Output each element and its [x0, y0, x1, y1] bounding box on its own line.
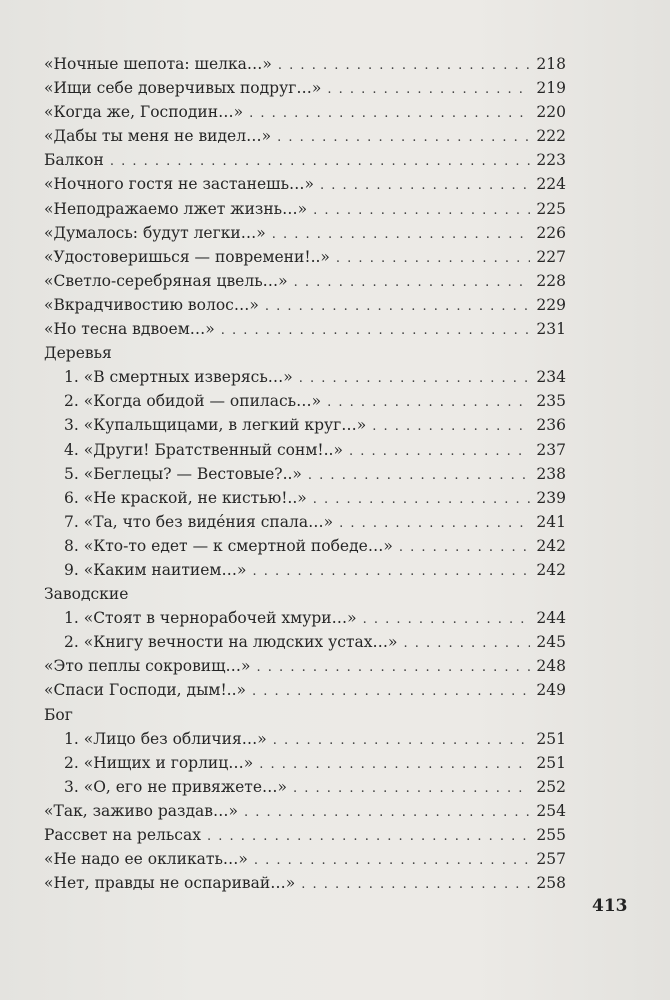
toc-dot-leader [278, 54, 531, 78]
toc-entry-page: 258 [536, 874, 566, 893]
toc-dot-leader [207, 825, 530, 849]
toc-entry [44, 197, 566, 221]
toc-entry-title: «Ночного гостя не застанешь…» [44, 175, 314, 194]
toc-entry-title: 8. «Кто-то едет — к смертной победе…» [64, 536, 393, 555]
toc-entry-page: 242 [536, 536, 566, 555]
toc-dot-leader [301, 873, 530, 897]
toc-entry [44, 871, 566, 895]
toc-entry [44, 751, 566, 775]
toc-entry-page: 225 [536, 199, 566, 218]
toc-entry-page: 234 [536, 368, 566, 387]
toc-entry-title: 3. «Купальщицами, в легкий круг…» [64, 416, 367, 435]
toc-entry-page: 255 [536, 826, 566, 844]
toc-entry [44, 775, 566, 799]
toc-entry-page: 244 [536, 609, 566, 628]
toc-entry-title: «Но тесна вдвоем…» [44, 320, 215, 339]
toc-entry-page: 252 [536, 777, 566, 796]
toc-dot-leader [221, 319, 531, 343]
toc-entry [44, 365, 566, 389]
toc-entry-title: «Неподражаемо лжет жизнь…» [44, 199, 308, 218]
toc-entry-title: «Ищи себе доверчивых подруг…» [44, 79, 322, 98]
toc-entry [44, 76, 566, 100]
toc-entry [44, 558, 566, 582]
toc-entry [44, 486, 566, 510]
toc-dot-leader [244, 801, 530, 825]
toc-entry-page: 218 [536, 55, 566, 73]
toc-section-heading [44, 582, 566, 606]
toc-entry-title: «Думалось: будут легки…» [44, 223, 266, 242]
toc-entry-page: 222 [536, 127, 566, 146]
toc-entry-title: «Светло-серебряная цвель…» [44, 271, 288, 290]
toc-dot-leader [272, 223, 531, 247]
toc-section-heading [44, 703, 566, 727]
toc-entry [44, 245, 566, 269]
toc-dot-leader [265, 295, 531, 319]
toc-entry-page: 229 [536, 295, 566, 314]
toc-entry-page: 236 [536, 416, 566, 435]
toc-entry [44, 172, 566, 196]
toc-entry [44, 293, 566, 317]
toc-entry-title: «Удостоверишься — повремени!..» [44, 247, 330, 266]
toc-dot-leader [349, 440, 530, 464]
toc-entry-title: Деревья [44, 344, 112, 363]
toc-entry [44, 534, 566, 558]
toc-entry-page: 219 [536, 79, 566, 98]
toc-entry-title: «Дабы ты меня не видел…» [44, 127, 272, 146]
toc-dot-leader [372, 415, 530, 439]
toc-entry-page: 242 [536, 560, 566, 579]
toc-entry [44, 438, 566, 462]
toc-entry-page: 254 [536, 801, 566, 820]
toc-entry-title: «Не надо ее окликать…» [44, 850, 248, 869]
toc-entry-page: 257 [536, 850, 566, 869]
toc-entry [44, 100, 566, 124]
toc-entry-title: 2. «Нищих и горлиц…» [64, 753, 254, 772]
toc-entry-page: 228 [536, 271, 566, 290]
toc-dot-leader [277, 126, 530, 150]
toc-entry-page: 238 [536, 464, 566, 483]
table-of-contents [44, 52, 566, 895]
toc-entry-title: 5. «Беглецы? — Вестовые?..» [64, 464, 302, 483]
toc-entry [44, 799, 566, 823]
toc-dot-leader [327, 391, 530, 415]
toc-entry-page: 231 [536, 320, 566, 339]
toc-entry [44, 823, 566, 847]
toc-entry-title: Бог [44, 705, 73, 724]
toc-entry-page: 251 [536, 753, 566, 772]
toc-dot-leader [313, 488, 531, 512]
toc-entry-title: Балкон [44, 151, 104, 170]
toc-entry-title: 6. «Не краской, не кистью!..» [64, 488, 307, 507]
toc-entry-page: 223 [536, 151, 566, 170]
toc-entry-page: 220 [536, 103, 566, 122]
page-number: 413 [592, 896, 628, 916]
toc-entry-title: 3. «О, его не привяжете…» [64, 777, 287, 796]
toc-dot-leader [336, 247, 531, 271]
toc-dot-leader [294, 271, 531, 295]
toc-entry-page: 245 [536, 633, 566, 652]
toc-entry [44, 148, 566, 172]
toc-entry-title: «Когда же, Господин…» [44, 103, 244, 122]
toc-dot-leader [320, 174, 530, 198]
toc-entry [44, 389, 566, 413]
toc-dot-leader [254, 849, 531, 873]
toc-dot-leader [299, 367, 531, 391]
toc-dot-leader [363, 608, 531, 632]
toc-entry-title: 2. «Книгу вечности на людских устах…» [64, 633, 398, 652]
toc-entry-title: «Вкрадчивостию волос…» [44, 295, 259, 314]
toc-entry [44, 269, 566, 293]
toc-entry [44, 462, 566, 486]
toc-entry-title: «Ночные шепота: шелка…» [44, 55, 272, 73]
toc-dot-leader [308, 464, 531, 488]
toc-entry [44, 317, 566, 341]
toc-entry-title: 1. «Лицо без обличия…» [64, 729, 267, 748]
toc-dot-leader [403, 632, 530, 656]
toc-entry-title: 9. «Каким наитием…» [64, 560, 247, 579]
toc-entry [44, 654, 566, 678]
toc-entry-title: 1. «Стоят в чернорабочей хмури…» [64, 609, 357, 628]
toc-entry-page: 237 [536, 440, 566, 459]
toc-entry-title: «Нет, правды не оспаривай…» [44, 874, 296, 893]
toc-entry-title: «Так, заживо раздав…» [44, 801, 238, 820]
toc-entry-page: 235 [536, 392, 566, 411]
toc-dot-leader [273, 729, 531, 753]
toc-dot-leader [339, 512, 530, 536]
toc-entry-page: 227 [536, 247, 566, 266]
toc-dot-leader [252, 680, 530, 704]
toc-entry [44, 510, 566, 534]
toc-entry-title: «Спаси Господи, дым!..» [44, 681, 247, 700]
toc-entry-title: «Это пеплы сокровищ…» [44, 657, 251, 676]
toc-dot-leader [327, 78, 530, 102]
toc-entry-page: 226 [536, 223, 566, 242]
toc-entry-page: 239 [536, 488, 566, 507]
toc-dot-leader [110, 150, 531, 174]
toc-entry [44, 678, 566, 702]
toc-dot-leader [259, 753, 530, 777]
toc-entry [44, 413, 566, 437]
toc-dot-leader [252, 560, 530, 584]
toc-section-heading [44, 341, 566, 365]
toc-entry-page: 251 [536, 729, 566, 748]
toc-entry [44, 606, 566, 630]
toc-entry-page: 241 [536, 512, 566, 531]
toc-entry [44, 124, 566, 148]
toc-entry-page: 248 [536, 657, 566, 676]
toc-entry-page: 249 [536, 681, 566, 700]
toc-dot-leader [293, 777, 530, 801]
toc-entry [44, 847, 566, 871]
toc-entry-title: 7. «Та, что без видéния спала…» [64, 512, 334, 531]
toc-entry [44, 52, 566, 76]
toc-entry-page: 224 [536, 175, 566, 194]
toc-entry-title: 4. «Други! Братственный сонм!..» [64, 440, 343, 459]
toc-dot-leader [313, 199, 530, 223]
toc-entry-title: 2. «Когда обидой — опилась…» [64, 392, 322, 411]
toc-entry [44, 221, 566, 245]
toc-entry [44, 727, 566, 751]
toc-entry-title: Рассвет на рельсах [44, 826, 201, 844]
toc-entry-title: 1. «В смертных изверясь…» [64, 368, 293, 387]
toc-entry [44, 630, 566, 654]
toc-dot-leader [257, 656, 531, 680]
toc-dot-leader [399, 536, 531, 560]
toc-entry-title: Заводские [44, 585, 129, 604]
toc-dot-leader [249, 102, 530, 126]
